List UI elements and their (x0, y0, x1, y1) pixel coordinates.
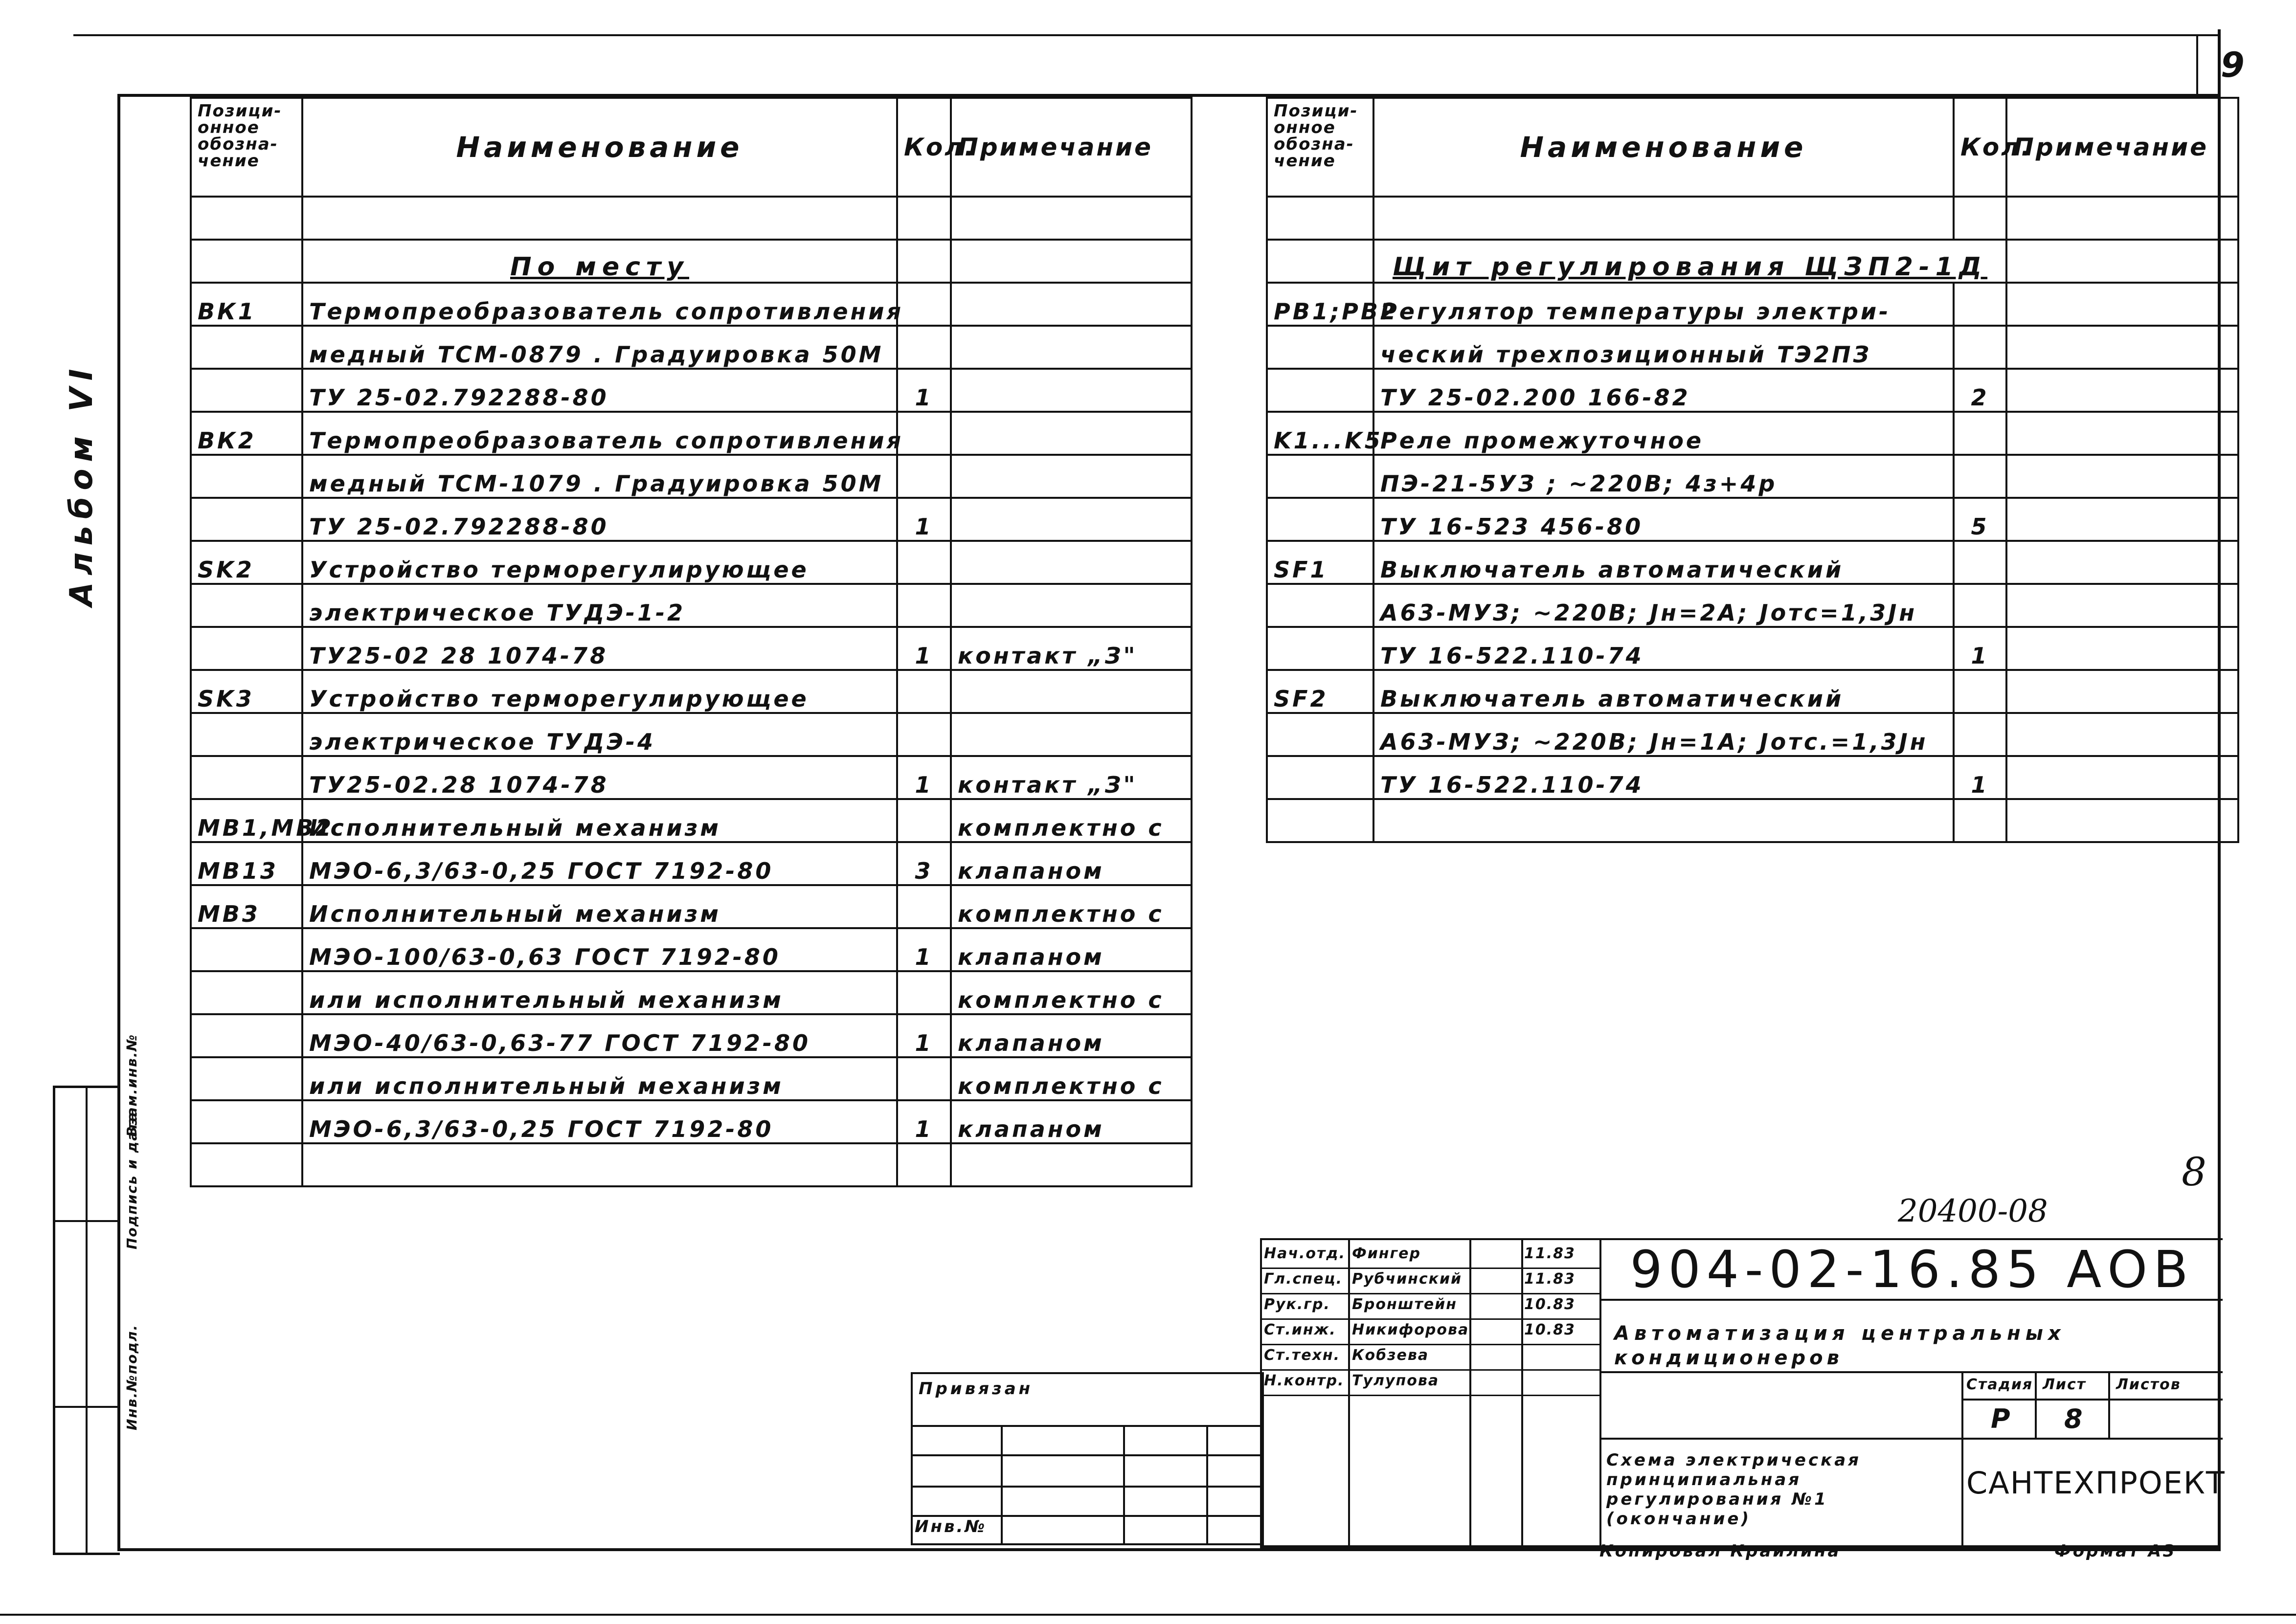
table-row (191, 369, 1192, 412)
qty-cell (1954, 283, 2006, 326)
note-cell (951, 1143, 1192, 1186)
table-row (191, 541, 1192, 584)
header-note: Примечание (2006, 98, 2238, 197)
sheet-value: 8 (2064, 1403, 2086, 1434)
header-name: Наименование (1373, 98, 1954, 197)
position-cell (1267, 498, 1373, 541)
note-cell: комплектно с (951, 971, 1192, 1014)
left-table-body (191, 283, 1192, 1186)
qty-cell (1954, 799, 2006, 842)
copied-by: Копировал Краилина (1599, 1541, 1841, 1561)
qty-cell (1954, 670, 2006, 713)
left-spec-table (190, 97, 1193, 1187)
qty-cell: 1 (897, 1014, 951, 1057)
table-row (191, 283, 1192, 326)
position-cell (191, 455, 302, 498)
table-row (1267, 455, 2238, 498)
name-cell: электрическое ТУДЭ-4 (302, 713, 897, 756)
position-cell (191, 713, 302, 756)
replace-inv-label: Взам.инв.№ (124, 1033, 140, 1137)
note-cell: клапаном (951, 842, 1192, 885)
table-row (191, 627, 1192, 670)
table-row (191, 1100, 1192, 1143)
name-cell: Термопреобразователь сопротивления (302, 412, 897, 455)
note-cell (951, 283, 1192, 326)
position-cell (191, 1014, 302, 1057)
binding-title: Привязан (919, 1379, 1034, 1399)
qty-cell: 1 (897, 369, 951, 412)
qty-cell: 1 (897, 498, 951, 541)
position-cell (191, 971, 302, 1014)
note-cell: контакт „З" (951, 627, 1192, 670)
stage-label: Стадия (1966, 1376, 2033, 1393)
note-cell: комплектно с (951, 885, 1192, 928)
note-cell (2006, 455, 2238, 498)
position-cell (191, 928, 302, 971)
role-cell: Рук.гр. (1264, 1296, 1330, 1313)
position-cell (191, 1100, 302, 1143)
name-cell: ТУ 25-02.792288-80 (302, 498, 897, 541)
position-cell: K1...K5 (1267, 412, 1373, 455)
name-cell: электрическое ТУДЭ-1-2 (302, 584, 897, 627)
page-number-divider (2196, 34, 2198, 96)
scribble-mark: 8 (2182, 1149, 2206, 1195)
note-cell (2006, 627, 2238, 670)
position-cell: SF2 (1267, 670, 1373, 713)
name-cell: МЭО-6,3/63-0,25 ГОСТ 7192-80 (302, 1100, 897, 1143)
table-row (191, 670, 1192, 713)
table-row (1267, 584, 2238, 627)
position-cell: МВ3 (191, 885, 302, 928)
qty-cell (897, 541, 951, 584)
note-cell (951, 326, 1192, 369)
name-cell: А63-МУЗ; ~220В; Jн=1А; Jотс.=1,3Jн (1373, 713, 1954, 756)
right-section-title: Щит регулирования ЩЗП2-1Д (1373, 240, 2006, 283)
bottom-trim-line (0, 1614, 2296, 1616)
note-cell (2006, 584, 2238, 627)
position-cell (1267, 799, 1373, 842)
note-cell (2006, 799, 2238, 842)
name-cell (1373, 799, 1954, 842)
qty-cell (897, 799, 951, 842)
stage-value: Р (1991, 1403, 2013, 1434)
qty-cell (897, 326, 951, 369)
side-stamp (53, 1033, 140, 1555)
note-cell (951, 455, 1192, 498)
qty-cell: 1 (897, 928, 951, 971)
left-section-row (191, 240, 1192, 283)
name-cell: ТУ25-02.28 1074-78 (302, 756, 897, 799)
note-cell: клапаном (951, 1014, 1192, 1057)
name-cell: Устройство терморегулирующее (302, 541, 897, 584)
name-cell: Устройство терморегулирующее (302, 670, 897, 713)
position-cell (1267, 756, 1373, 799)
position-cell (191, 498, 302, 541)
table-row (1267, 799, 2238, 842)
qty-cell (897, 1143, 951, 1186)
table-row (191, 1014, 1192, 1057)
name-cell: Исполнительный механизм (302, 885, 897, 928)
position-cell (191, 584, 302, 627)
table-row (191, 412, 1192, 455)
note-cell (2006, 369, 2238, 412)
note-cell (951, 369, 1192, 412)
page-number: 9 (2221, 45, 2248, 85)
note-cell (951, 541, 1192, 584)
note-cell (951, 584, 1192, 627)
drawing-name: Схема электрическая принципиальная регулирования №1 (окончание) (1606, 1450, 1861, 1529)
table-row (191, 799, 1192, 842)
role-cell: Ст.техн. (1264, 1347, 1341, 1364)
sheet-label: Лист (2043, 1376, 2087, 1393)
position-cell (1267, 326, 1373, 369)
table-row (1267, 627, 2238, 670)
note-cell: клапаном (951, 1100, 1192, 1143)
right-table-body (1267, 283, 2238, 842)
left-table-header (191, 98, 1192, 197)
position-cell (191, 627, 302, 670)
table-row (191, 498, 1192, 541)
position-cell (1267, 627, 1373, 670)
header-position: Позици-онное обозна-чение (191, 98, 302, 197)
table-row (191, 326, 1192, 369)
qty-cell (897, 885, 951, 928)
name-cell: А63-МУЗ; ~220В; Jн=2А; Jотс=1,3Jн (1373, 584, 1954, 627)
qty-cell (897, 283, 951, 326)
qty-cell: 3 (897, 842, 951, 885)
title-block (1260, 1238, 2226, 1550)
note-cell: комплектно с (951, 799, 1192, 842)
table-row (191, 713, 1192, 756)
name-cell: МЭО-6,3/63-0,25 ГОСТ 7192-80 (302, 842, 897, 885)
note-cell (2006, 541, 2238, 584)
table-row (1267, 756, 2238, 799)
note-cell (2006, 670, 2238, 713)
role-cell: Н.контр. (1264, 1372, 1345, 1389)
name-cell: Рубчинский (1352, 1270, 1463, 1288)
name-cell: или исполнительный механизм (302, 1057, 897, 1100)
position-cell (191, 1143, 302, 1186)
header-note: Примечание (951, 98, 1192, 197)
name-cell: медный ТСМ-1079 . Градуировка 50М (302, 455, 897, 498)
qty-cell: 1 (897, 627, 951, 670)
note-cell (2006, 326, 2238, 369)
name-cell: ТУ 25-02.200 166-82 (1373, 369, 1954, 412)
name-cell: ческий трехпозиционный ТЭ2ПЗ (1373, 326, 1954, 369)
header-name: Наименование (302, 98, 897, 197)
position-cell: SK3 (191, 670, 302, 713)
name-cell: ТУ 16-523 456-80 (1373, 498, 1954, 541)
qty-cell (897, 455, 951, 498)
note-cell: комплектно с (951, 1057, 1192, 1100)
qty-cell (1954, 541, 2006, 584)
qty-cell (897, 412, 951, 455)
name-cell: ПЭ-21-5УЗ ; ~220В; 4з+4р (1373, 455, 1954, 498)
qty-cell: 1 (897, 1100, 951, 1143)
position-cell: ВК1 (191, 283, 302, 326)
album-label: Альбом VI (64, 362, 100, 606)
name-cell: МЭО-40/63-0,63-77 ГОСТ 7192-80 (302, 1014, 897, 1057)
name-cell (302, 1143, 897, 1186)
table-row (1267, 498, 2238, 541)
table-row (1267, 326, 2238, 369)
title-line-1: Автоматизация центральных (1614, 1322, 2066, 1345)
name-cell: ТУ 25-02.792288-80 (302, 369, 897, 412)
qty-cell: 1 (1954, 756, 2006, 799)
table-row (1267, 541, 2238, 584)
header-qty: Кол. (897, 98, 951, 197)
position-cell: МВ1,МВ2 (191, 799, 302, 842)
name-cell: Никифорова (1352, 1321, 1469, 1338)
name-cell: ТУ 16-522.110-74 (1373, 627, 1954, 670)
table-row (191, 1057, 1192, 1100)
qty-cell: 2 (1954, 369, 2006, 412)
name-cell: Исполнительный механизм (302, 799, 897, 842)
qty-cell: 1 (897, 756, 951, 799)
title-line-2: кондиционеров (1614, 1347, 1843, 1369)
right-section-row (1267, 240, 2238, 283)
position-cell (191, 369, 302, 412)
position-cell (1267, 584, 1373, 627)
qty-cell: 5 (1954, 498, 2006, 541)
right-table-header (1267, 98, 2238, 197)
header-qty: Кол. (1954, 98, 2006, 197)
date-cell: 10.83 (1524, 1321, 1576, 1338)
header-position: Позици-онное обозна-чение (1267, 98, 1373, 197)
name-cell: Термопреобразователь сопротивления (302, 283, 897, 326)
name-cell: Кобзева (1352, 1347, 1429, 1364)
qty-cell: 1 (1954, 627, 2006, 670)
note-cell (2006, 412, 2238, 455)
date-cell: 11.83 (1524, 1270, 1576, 1288)
position-cell: ВК2 (191, 412, 302, 455)
position-cell (191, 326, 302, 369)
name-cell: МЭО-100/63-0,63 ГОСТ 7192-80 (302, 928, 897, 971)
left-section-title: По месту (302, 240, 897, 283)
qty-cell (1954, 455, 2006, 498)
position-cell: МВ13 (191, 842, 302, 885)
table-row (191, 842, 1192, 885)
qty-cell (1954, 326, 2006, 369)
table-row (1267, 369, 2238, 412)
note-cell (2006, 283, 2238, 326)
position-cell: SK2 (191, 541, 302, 584)
inv-original-label: Инв.№подл. (124, 1324, 140, 1430)
name-cell: Регулятор температуры электри- (1373, 283, 1954, 326)
position-cell: РВ1;РВ2 (1267, 283, 1373, 326)
note-cell (951, 670, 1192, 713)
qty-cell (897, 713, 951, 756)
table-row (1267, 670, 2238, 713)
name-cell: медный ТСМ-0879 . Градуировка 50М (302, 326, 897, 369)
organization: САНТЕХПРОЕКТ (1966, 1465, 2226, 1501)
name-cell: Выключатель автоматический (1373, 670, 1954, 713)
name-cell: ТУ25-02 28 1074-78 (302, 627, 897, 670)
table-row (191, 584, 1192, 627)
binding-block (911, 1372, 1264, 1545)
note-cell (2006, 498, 2238, 541)
name-cell: Выключатель автоматический (1373, 541, 1954, 584)
role-cell: Гл.спец. (1264, 1270, 1343, 1288)
sign-date-label: Подпись и дата (124, 1111, 140, 1249)
right-spec-table (1266, 97, 2239, 843)
date-cell: 11.83 (1524, 1245, 1576, 1262)
table-row (1267, 283, 2238, 326)
table-row (191, 756, 1192, 799)
note-cell: клапаном (951, 928, 1192, 971)
qty-cell (897, 971, 951, 1014)
note-cell (951, 498, 1192, 541)
table-row (191, 885, 1192, 928)
designation: 904-02-16.85 АОВ (1601, 1240, 2223, 1301)
qty-cell (897, 670, 951, 713)
sheet-code-handwritten: 20400-08 (1898, 1193, 2048, 1229)
position-cell (1267, 713, 1373, 756)
name-cell: Бронштейн (1352, 1296, 1458, 1313)
table-row (191, 928, 1192, 971)
table-row (191, 455, 1192, 498)
position-cell (1267, 455, 1373, 498)
position-cell (191, 756, 302, 799)
note-cell (951, 412, 1192, 455)
date-cell: 10.83 (1524, 1296, 1576, 1313)
note-cell: контакт „З" (951, 756, 1192, 799)
roles-grid (1262, 1240, 1599, 1550)
sheets-label: Листов (2116, 1376, 2181, 1393)
role-cell: Нач.отд. (1264, 1245, 1346, 1262)
qty-cell (897, 1057, 951, 1100)
qty-cell (897, 584, 951, 627)
name-cell: Тулупова (1352, 1372, 1440, 1389)
note-cell (951, 713, 1192, 756)
table-row (1267, 412, 2238, 455)
note-cell (2006, 713, 2238, 756)
qty-cell (1954, 713, 2006, 756)
position-cell (191, 1057, 302, 1100)
table-row (191, 971, 1192, 1014)
name-cell: Фингер (1352, 1245, 1421, 1262)
table-row (191, 1143, 1192, 1186)
qty-cell (1954, 584, 2006, 627)
table-row (1267, 713, 2238, 756)
note-cell (2006, 756, 2238, 799)
name-cell: Реле промежуточное (1373, 412, 1954, 455)
position-cell (1267, 369, 1373, 412)
format-label: Формат А3 (2054, 1541, 2177, 1561)
position-cell: SF1 (1267, 541, 1373, 584)
role-cell: Ст.инж. (1264, 1321, 1336, 1338)
name-cell: ТУ 16-522.110-74 (1373, 756, 1954, 799)
binding-inv-label: Инв.№ (915, 1517, 987, 1536)
name-cell: или исполнительный механизм (302, 971, 897, 1014)
qty-cell (1954, 412, 2006, 455)
top-trim-line (73, 34, 2221, 36)
